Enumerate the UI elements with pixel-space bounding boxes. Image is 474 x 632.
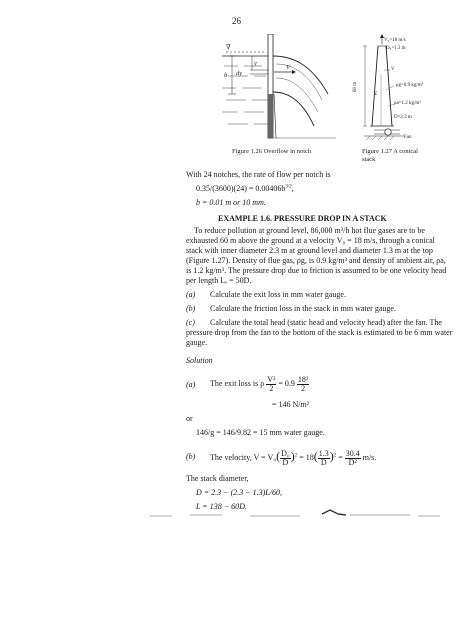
stack-equation-1: D = 2.3 − (2.3 − 1.3)L/60, [196,488,282,497]
solution-a-fraction-2-den: 2 [301,383,306,393]
solution-a-label: (a) [186,380,196,389]
page-number: 26 [232,16,241,26]
gauge-equation: 146/g = 146/9.82 = 15 mm water gauge. [196,428,325,437]
item-b-label: (b) [186,304,196,313]
item-c-label: (c) [186,318,195,327]
item-c-line2: pressure drop from the fan to the bottom of the stack is estimated to be 6 mm water [186,328,453,337]
notches-intro: With 24 notches, the rate of flow per notch is [186,170,331,179]
notch-nabla-label: ∇ [226,44,231,51]
solution-b-fraction-1-num: D₀ [281,448,290,458]
figure-1-26-diagram [218,34,338,140]
solution-b-label: (b) [186,452,196,461]
para1-line1: To reduce pollution at ground level, 86,000 m³/h hot flue gases are to be [194,226,425,235]
notch-equation-2: b = 0.01 m or 10 mm. [196,198,266,207]
solution-a-fraction-1-num: V² [267,374,276,384]
notch-dy-label: dy [236,70,243,77]
stack-d0-label: D₀=1.3 m [386,46,406,51]
notch-y-label: y [254,60,257,67]
solution-a-text: The exit loss is ρ [210,379,265,388]
solution-a-equation [210,372,309,396]
stack-v0-label: V₀=18 m/s [384,38,406,43]
notch-equation-1-end: , [291,184,294,193]
solution-a-fraction-2 [297,376,309,393]
solution-b-mid: = 18 [299,453,314,462]
solution-b-fraction-2-num: 1.3 [318,448,329,458]
stack-rho-a-label: ρa=1.2 kg/m³ [394,101,421,106]
figure-1-27-caption-line2: stack [362,156,376,163]
para1-line3: stack with inner diameter 2.3 m at ground level and diameter 1.3 m at the top [186,246,433,255]
example-title: EXAMPLE 1.6. PRESSURE DROP IN A STACK [218,214,387,223]
solution-b-fraction-3-num: 30.4 [345,448,360,458]
stack-height-label: 60 m [353,81,358,92]
solution-a-fraction-1-den: 2 [269,383,274,393]
stack-v-label: V [391,67,395,72]
solution-b-fraction-3 [345,450,361,467]
notch-equation-1 [196,184,294,194]
item-c-line1: Calculate the total head (static head and velocity head) after the fan. The [210,318,442,327]
stack-d-label: D=2.3 m [394,115,412,120]
solution-a-fraction-1 [266,376,276,393]
para1-line6: per length Lₑ = 50D. [186,276,252,285]
stack-equation-2: L = 138 − 60D. [196,502,247,511]
solution-heading: Solution [186,356,213,365]
figure-1-26-caption: Figure 1.26 Overflow in notch [232,148,312,155]
solution-b-fraction-2-den: D [320,457,327,467]
solution-b-text: The velocity, V = V₀ [210,453,277,462]
notch-v-label: V [286,64,290,71]
item-a-label: (a) [186,290,196,299]
solution-a-result: = 146 N/m² [272,400,310,409]
scan-artifact-bottom [150,508,450,522]
item-b-text: Calculate the friction loss in the stack in mm water gauge. [210,304,396,313]
notch-equation-1-body: 0.35/(3600)(24) = 0.00406b [196,184,286,193]
para1-line5: is 1.2 kg/m³. The pressure drop due to friction is assumed to be one velocity head [186,266,447,275]
item-a-text: Calculate the exit loss in mm water gauge. [210,290,346,299]
stack-rho-g-label: ρg=0.9 kg/m³ [396,83,424,88]
stack-diameter-intro: The stack diameter, [186,474,249,483]
para1-line4: (Figure 1.27). Density of flue gas, ρg, is 0.9 kg/m³ and density of ambient air, ρa, [186,256,446,265]
or-text: or [186,414,193,423]
para1-line2: exhausted 60 m above the ground at a velocity V₀ = 18 m/s, through a conical [186,236,435,245]
solution-a-fraction-2-num: 18² [297,374,309,384]
stack-fan-label: Fan [404,135,412,140]
solution-b-unit: m/s. [362,453,377,462]
solution-b-equation: The velocity, V = V₀( $\frac{\text{D₀}}{D}$ )$^2$ = 18( $\frac{1.3}{D}$ )$^2$ = $\frac{30.4}{\text{D²}}$ m/s. [210,448,377,467]
solution-b-fraction-1-den: D [282,457,289,467]
solution-b-fraction-2 [318,450,330,467]
solution-a-mid: = 0.9 [278,379,295,388]
notch-b-label: b [224,72,228,79]
solution-b-eq: = [338,453,343,462]
figure-1-27-caption-line1: Figure 1.27 A conical [362,148,418,155]
stack-L-label: L [375,92,378,97]
item-c-line3: gauge. [186,338,208,347]
solution-b-fraction-3-den: D² [348,457,357,467]
solution-b-fraction-1 [280,450,291,467]
notch-equation-1-exp: 3/2 [285,184,292,190]
